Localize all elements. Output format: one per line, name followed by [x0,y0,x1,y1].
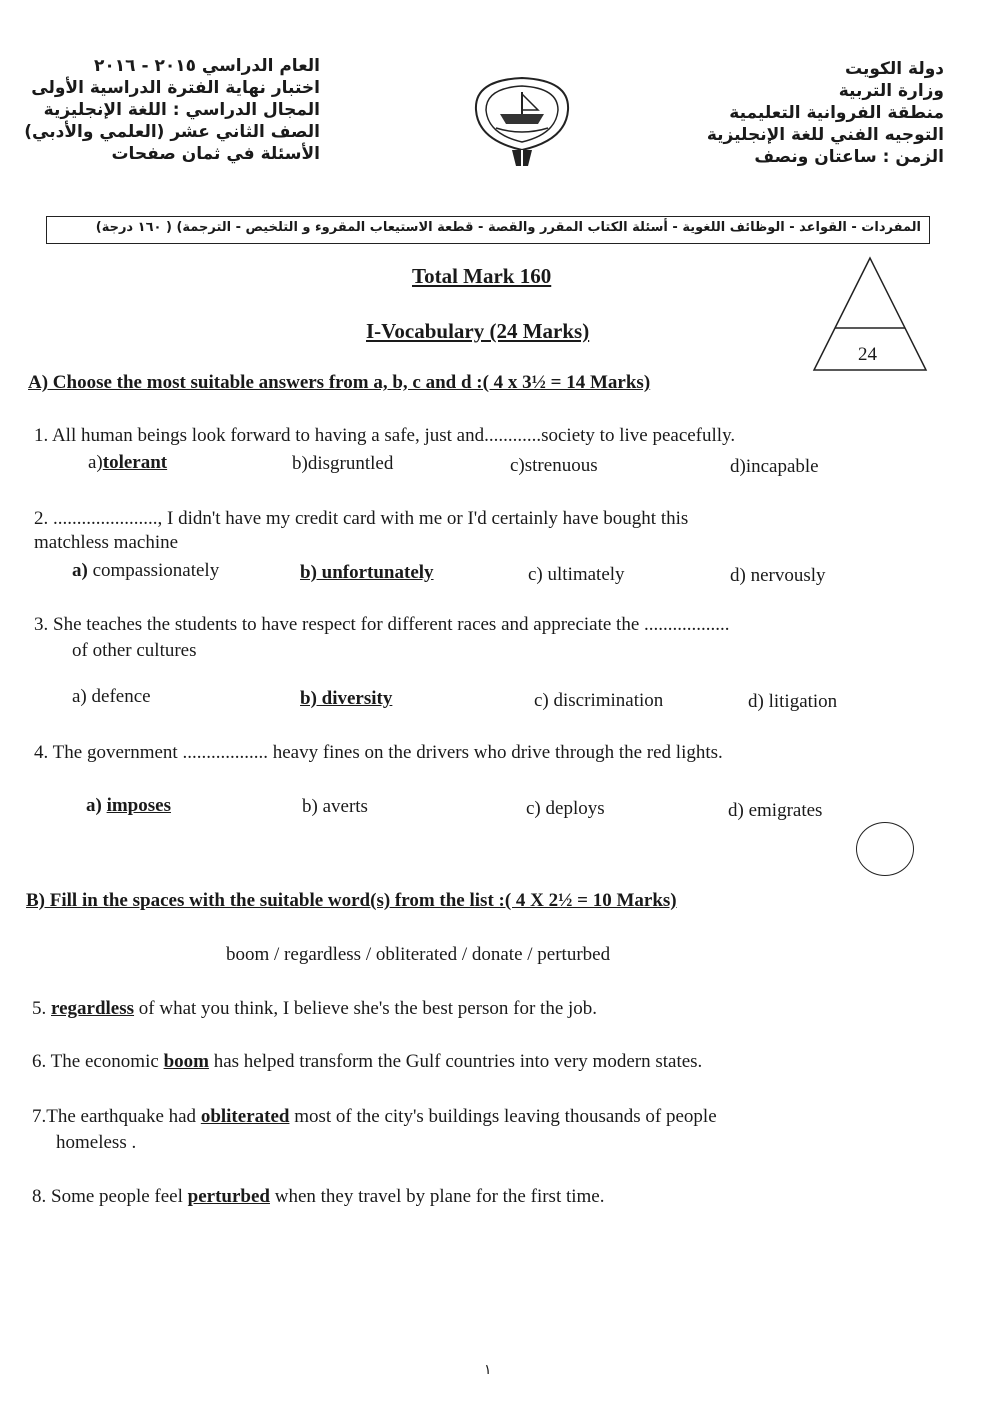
q1-option-d: d)incapable [730,456,819,477]
q8-rest: when they travel by plane for the first time. [274,1186,605,1207]
question-8 [32,1186,605,1208]
score-circle [856,822,914,876]
q6-answer: boom [163,1051,209,1072]
header-right-block [707,58,944,168]
question-3-line-1: 3. She teaches the students to have respect for different races and appreciate the .................. [34,614,730,635]
q4-option-a [86,795,171,817]
exam-scope-text: المفردات - القواعد - الوظائف اللغوية - أسئلة الكتاب المقرر والقصة - قطعة الاستيعاب المقروء و التلخيص - الترجمة) ( ١٦٠ درجة) [95,220,921,235]
header-right-line: الزمن : ساعتان ونصف [754,147,944,167]
q6-rest: has helped transform the Gulf countries into very modern states. [213,1051,703,1072]
q8-pre: 8. Some people feel [32,1186,183,1207]
header-right-line: دولة الكويت [844,59,944,79]
part-a-heading: A) Choose the most suitable answers from a, b, c and d :( 4 x 3½ = 14 Marks) [28,372,651,393]
q1-answer: tolerant [102,452,168,473]
option-prefix: a) [88,452,103,473]
q5-rest: of what you think, I believe she's the best person for the job. [138,998,598,1019]
total-mark-title: Total Mark 160 [412,264,552,288]
part-b-heading: B) Fill in the spaces with the suitable word(s) from the list :( 4 X 2½ = 10 Marks) [26,890,677,911]
q7-answer: obliterated [200,1106,290,1127]
q3-answer: b) diversity [300,688,393,709]
q3-option-a: a) defence [72,686,151,707]
header-left-line: اختبار نهاية الفترة الدراسية الأولى [31,78,320,98]
q1-option-b: b)disgruntled [292,453,394,474]
question-3-line-2: of other cultures [72,640,197,661]
q2-option-a-text: compassionately [92,560,220,581]
q7-rest: most of the city's buildings leaving thousands of people [294,1106,717,1127]
section-title: I-Vocabulary (24 Marks) [366,319,590,343]
q4-answer: imposes [106,795,171,816]
header-left-line: الأسئلة في ثمان صفحات [111,144,320,164]
question-7 [32,1106,717,1128]
q5-answer: regardless [51,998,135,1019]
header-left-line: المجال الدراسي : اللغة الإنجليزية [43,100,320,120]
q2-option-c: c) ultimately [528,564,625,585]
option-prefix: a) [86,795,102,816]
q4-option-c: c) deploys [526,798,605,819]
q1-option-a [88,452,167,474]
q7-pre: 7.The earthquake had [32,1106,197,1127]
word-bank: boom / regardless / obliterated / donate / perturbed [226,944,611,965]
question-7-line-2: homeless . [56,1132,137,1153]
page-number: ١ [484,1363,492,1378]
header-left-line: الصف الثاني عشر (العلمي والأدبي) [24,122,320,142]
question-6 [32,1051,702,1073]
q2-option-d: d) nervously [730,565,826,586]
q6-pre: 6. The economic [32,1051,159,1072]
q2-answer: b) unfortunately [300,562,434,583]
header-left-block [24,55,320,165]
q4-option-d: d) emigrates [728,800,823,821]
header-right-line: التوجيه الفني للغة الإنجليزية [706,125,944,145]
q4-option-b: b) averts [302,796,368,817]
option-prefix: a) [72,560,88,581]
q8-answer: perturbed [187,1186,270,1207]
header-right-line: منطقة الفروانية التعليمية [729,103,944,123]
question-2-line-1: 2. ......................, I didn't have my credit card with me or I'd certainly have bought this [34,508,689,529]
q2-option-a [72,560,219,582]
kuwait-emblem-icon [466,70,578,170]
exam-scope-box [46,216,930,244]
question-1: 1. All human beings look forward to having a safe, just and............society to live peacefully. [34,425,736,446]
header-right-line: وزارة التربية [838,81,944,101]
question-4: 4. The government .................. heavy fines on the drivers who drive through the red lights. [34,742,723,763]
q3-option-c: c) discrimination [534,690,664,711]
q5-number: 5. [32,998,47,1019]
q1-option-c: c)strenuous [510,455,598,476]
q3-option-d: d) litigation [748,691,838,712]
header-left-line: العام الدراسي ٢٠١٥ - ٢٠١٦ [94,56,320,76]
triangle-score: 24 [858,344,877,365]
question-5 [32,998,597,1020]
question-2-line-2: matchless machine [34,532,179,553]
